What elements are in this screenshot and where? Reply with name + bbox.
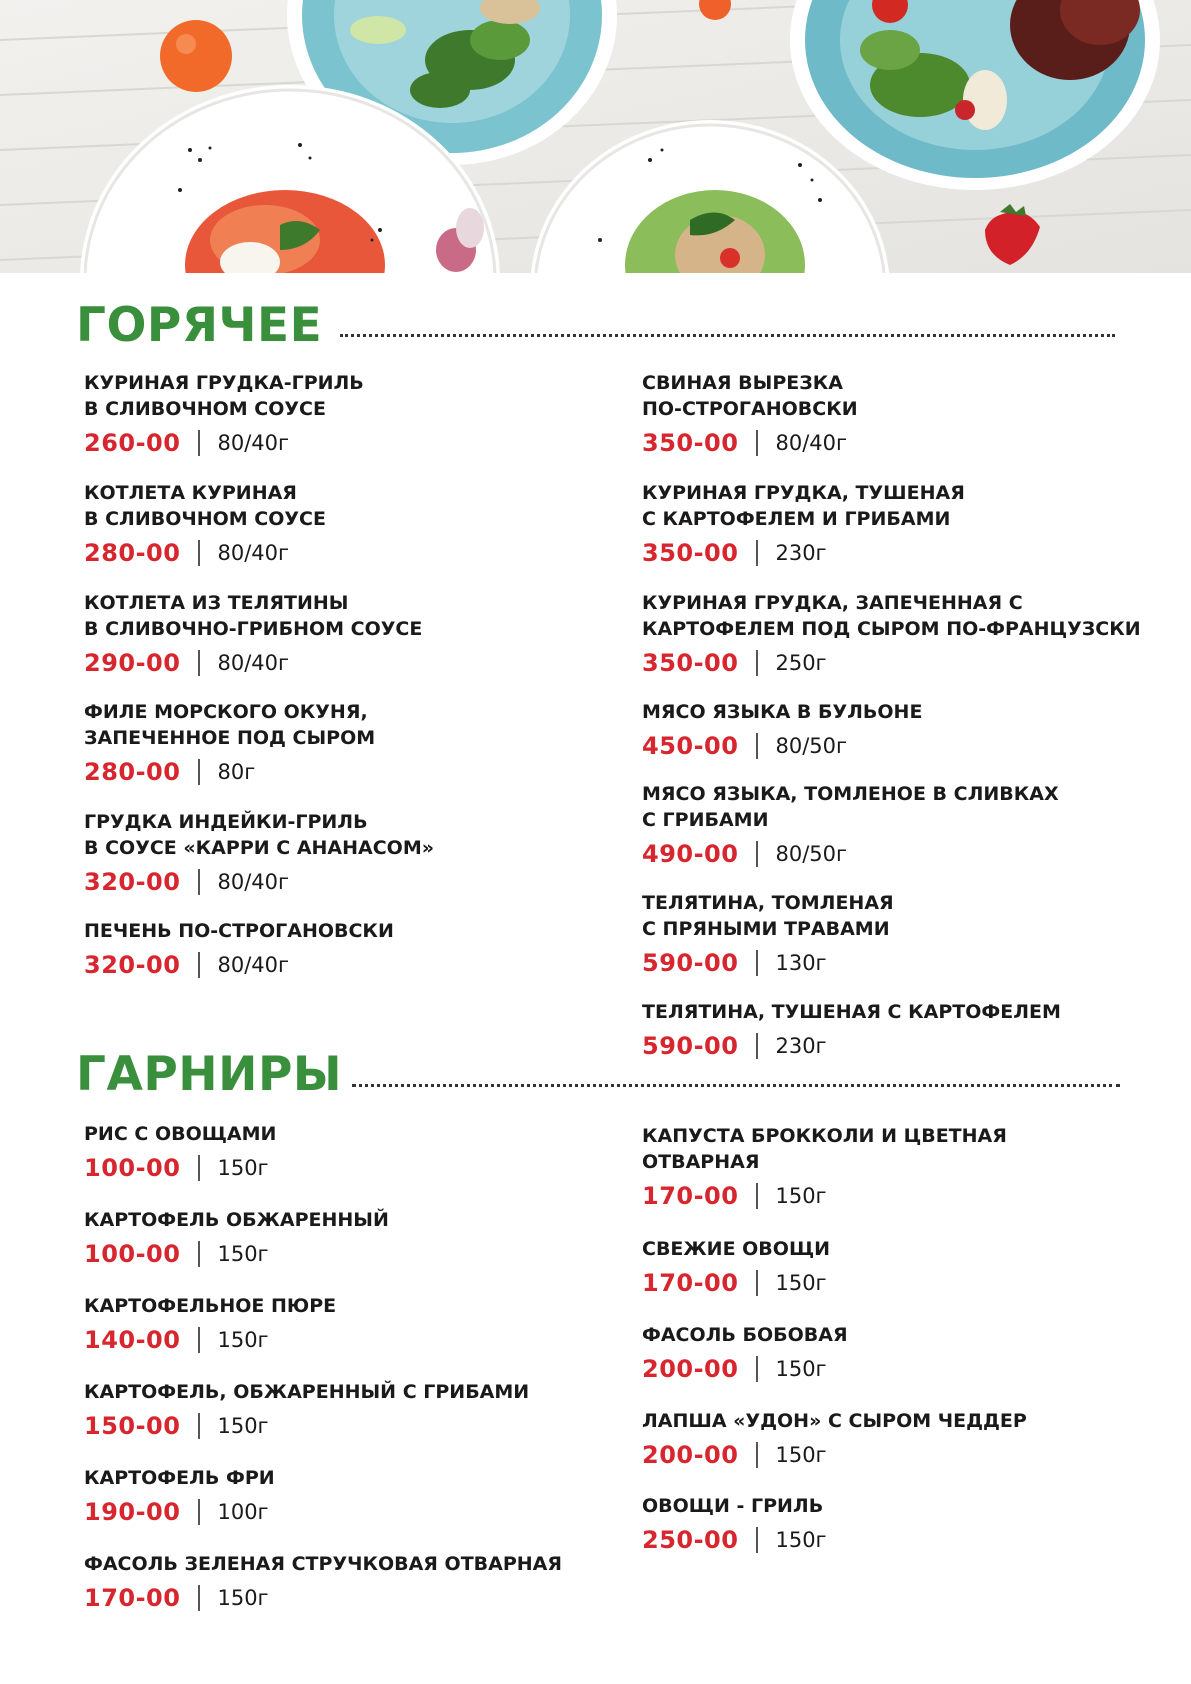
price-weight-separator bbox=[756, 841, 758, 867]
menu-item-weight: 150г bbox=[217, 1586, 269, 1610]
menu-item-name-line: С ПРЯНЫМИ ТРАВАМИ bbox=[642, 918, 890, 940]
menu-item-name bbox=[84, 809, 604, 861]
menu-item-price-row bbox=[84, 757, 604, 787]
price-weight-separator bbox=[198, 759, 200, 785]
menu-item-name-line: КУРИНАЯ ГРУДКА-ГРИЛЬ bbox=[84, 372, 364, 394]
menu-item-price: 280-00 bbox=[84, 758, 181, 786]
menu-item-name-line: ФАСОЛЬ БОБОВАЯ bbox=[642, 1324, 848, 1346]
menu-item-name-line: КОТЛЕТА КУРИНАЯ bbox=[84, 482, 297, 504]
price-weight-separator bbox=[198, 1413, 200, 1439]
menu-item bbox=[84, 809, 604, 897]
price-weight-separator bbox=[756, 1270, 758, 1296]
menu-item-name bbox=[84, 699, 604, 751]
menu-item-price-row bbox=[642, 648, 1162, 678]
menu-item-weight: 230г bbox=[775, 1034, 827, 1058]
menu-item-price: 170-00 bbox=[642, 1182, 739, 1210]
menu-item-price-row bbox=[84, 1411, 604, 1441]
menu-item-name-line: МЯСО ЯЗЫКА В БУЛЬОНЕ bbox=[642, 701, 923, 723]
price-weight-separator bbox=[198, 430, 200, 456]
menu-item-price-row bbox=[642, 1031, 1162, 1061]
price-weight-separator bbox=[198, 1327, 200, 1353]
menu-item-price: 200-00 bbox=[642, 1441, 739, 1469]
menu-item-price-row bbox=[84, 1583, 604, 1613]
menu-item-price-row bbox=[642, 428, 1162, 458]
price-weight-separator bbox=[756, 430, 758, 456]
menu-item bbox=[84, 1121, 604, 1183]
price-weight-separator bbox=[198, 1241, 200, 1267]
menu-item-weight: 150г bbox=[775, 1528, 827, 1552]
menu-item-name bbox=[642, 1322, 1162, 1348]
menu-item-price: 100-00 bbox=[84, 1240, 181, 1268]
menu-item-weight: 250г bbox=[775, 651, 827, 675]
menu-item-name bbox=[84, 480, 604, 532]
price-weight-separator bbox=[756, 733, 758, 759]
price-weight-separator bbox=[198, 869, 200, 895]
menu-item-price-row bbox=[642, 948, 1162, 978]
menu-item-name-line: ГРУДКА ИНДЕЙКИ-ГРИЛЬ bbox=[84, 811, 368, 833]
menu-item-price-row bbox=[84, 1497, 604, 1527]
menu-item bbox=[84, 370, 604, 458]
menu-item bbox=[84, 1293, 604, 1355]
menu-item-weight: 80/40г bbox=[775, 431, 848, 455]
menu-item bbox=[642, 699, 1162, 761]
menu-item-price: 100-00 bbox=[84, 1154, 181, 1182]
menu-item-weight: 150г bbox=[217, 1242, 269, 1266]
menu-item-name-line: КАРТОФЕЛЬНОЕ ПЮРЕ bbox=[84, 1295, 337, 1317]
menu-item bbox=[642, 781, 1162, 869]
menu-item-name bbox=[642, 781, 1162, 833]
menu-item-name bbox=[642, 1236, 1162, 1262]
menu-item-name-line: ФАСОЛЬ ЗЕЛЕНАЯ СТРУЧКОВАЯ ОТВАРНАЯ bbox=[84, 1553, 563, 1575]
menu-item-price: 350-00 bbox=[642, 649, 739, 677]
menu-item-weight: 80/40г bbox=[217, 431, 290, 455]
menu-item-price-row bbox=[642, 538, 1162, 568]
menu-item-price-row bbox=[84, 1239, 604, 1269]
menu-item-price: 320-00 bbox=[84, 868, 181, 896]
menu-item-weight: 150г bbox=[217, 1414, 269, 1438]
menu-item-weight: 80г bbox=[217, 760, 256, 784]
menu-item-name-line: СВЕЖИЕ ОВОЩИ bbox=[642, 1238, 831, 1260]
menu-item bbox=[642, 1408, 1162, 1470]
menu-item-name-line: ОТВАРНАЯ bbox=[642, 1151, 760, 1173]
menu-item bbox=[642, 1322, 1162, 1384]
menu-item bbox=[642, 1493, 1162, 1555]
menu-item-weight: 150г bbox=[775, 1271, 827, 1295]
menu-item bbox=[642, 999, 1162, 1061]
menu-item-price: 250-00 bbox=[642, 1526, 739, 1554]
menu-item-name-line: В СЛИВОЧНОМ СОУСЕ bbox=[84, 398, 326, 420]
section-divider-sides bbox=[352, 1084, 1120, 1087]
menu-item-name bbox=[84, 918, 604, 944]
price-weight-separator bbox=[198, 952, 200, 978]
menu-item-name bbox=[642, 480, 1162, 532]
menu-item bbox=[642, 370, 1162, 458]
menu-item-weight: 150г bbox=[217, 1156, 269, 1180]
menu-item-price: 150-00 bbox=[84, 1412, 181, 1440]
menu-item bbox=[84, 1465, 604, 1527]
menu-item-price-row bbox=[642, 1440, 1162, 1470]
menu-item-price-row bbox=[642, 1268, 1162, 1298]
menu-item-name-line: В СЛИВОЧНО-ГРИБНОМ СОУСЕ bbox=[84, 618, 423, 640]
menu-item-weight: 80/40г bbox=[217, 651, 290, 675]
menu-item-weight: 80/40г bbox=[217, 953, 290, 977]
menu-item-price-row bbox=[84, 648, 604, 678]
menu-item-name-line: С КАРТОФЕЛЕМ И ГРИБАМИ bbox=[642, 508, 951, 530]
menu-item-name bbox=[84, 1379, 604, 1405]
menu-item-name bbox=[642, 370, 1162, 422]
menu-item bbox=[84, 918, 604, 980]
menu-item-name bbox=[642, 890, 1162, 942]
price-weight-separator bbox=[756, 950, 758, 976]
menu-item bbox=[84, 1551, 604, 1613]
menu-item-name bbox=[642, 1123, 1162, 1175]
menu-item-weight: 230г bbox=[775, 541, 827, 565]
menu-item-price-row bbox=[642, 839, 1162, 869]
price-weight-separator bbox=[198, 650, 200, 676]
menu-item-name-line: КУРИНАЯ ГРУДКА, ТУШЕНАЯ bbox=[642, 482, 965, 504]
menu-item-weight: 150г bbox=[775, 1357, 827, 1381]
menu-item-name bbox=[642, 590, 1162, 642]
menu-item-weight: 80/50г bbox=[775, 734, 848, 758]
price-weight-separator bbox=[756, 1356, 758, 1382]
menu-item-name-line: КАПУСТА БРОККОЛИ И ЦВЕТНАЯ bbox=[642, 1125, 1007, 1147]
menu-item-price-row bbox=[642, 1525, 1162, 1555]
menu-item bbox=[642, 480, 1162, 568]
menu-item-price: 350-00 bbox=[642, 429, 739, 457]
menu-item-name-line: С ГРИБАМИ bbox=[642, 809, 769, 831]
price-weight-separator bbox=[756, 540, 758, 566]
menu-item-price: 290-00 bbox=[84, 649, 181, 677]
menu-item-price-row bbox=[84, 1325, 604, 1355]
menu-item bbox=[642, 1123, 1162, 1211]
menu-item-name bbox=[84, 370, 604, 422]
menu-item-name-line: ПЕЧЕНЬ ПО-СТРОГАНОВСКИ bbox=[84, 920, 394, 942]
menu-item-name-line: ФИЛЕ МОРСКОГО ОКУНЯ, bbox=[84, 701, 368, 723]
menu-item-price-row bbox=[642, 1181, 1162, 1211]
menu-item-price: 170-00 bbox=[84, 1584, 181, 1612]
price-weight-separator bbox=[198, 1585, 200, 1611]
menu-item-name-line: В СОУСЕ «КАРРИ С АНАНАСОМ» bbox=[84, 837, 435, 859]
menu-item-name-line: КУРИНАЯ ГРУДКА, ЗАПЕЧЕННАЯ С bbox=[642, 592, 1023, 614]
menu-item-name bbox=[84, 1293, 604, 1319]
menu-item-weight: 150г bbox=[217, 1328, 269, 1352]
menu-item-price: 200-00 bbox=[642, 1355, 739, 1383]
price-weight-separator bbox=[756, 1527, 758, 1553]
menu-item-price: 190-00 bbox=[84, 1498, 181, 1526]
menu-item-name-line: ОВОЩИ - ГРИЛЬ bbox=[642, 1495, 824, 1517]
menu-item-price-row bbox=[84, 1153, 604, 1183]
menu-item-name bbox=[642, 999, 1162, 1025]
menu-item-weight: 150г bbox=[775, 1443, 827, 1467]
menu-item-weight: 130г bbox=[775, 951, 827, 975]
menu-item-weight: 100г bbox=[217, 1500, 269, 1524]
menu-item bbox=[84, 1379, 604, 1441]
menu-item-name-line: ТЕЛЯТИНА, ТОМЛЕНАЯ bbox=[642, 892, 894, 914]
menu-item-price-row bbox=[84, 428, 604, 458]
menu-item bbox=[642, 890, 1162, 978]
price-weight-separator bbox=[756, 650, 758, 676]
menu-item-name-line: КАРТОФЕЛЬ, ОБЖАРЕННЫЙ С ГРИБАМИ bbox=[84, 1381, 530, 1403]
menu-item-price-row bbox=[642, 1354, 1162, 1384]
menu-item-name-line: ПО-СТРОГАНОВСКИ bbox=[642, 398, 858, 420]
menu-item-name-line: КАРТОФЕЛЕМ ПОД СЫРОМ ПО-ФРАНЦУЗСКИ bbox=[642, 618, 1141, 640]
price-weight-separator bbox=[198, 540, 200, 566]
menu-item-name bbox=[84, 1465, 604, 1491]
menu-item-name-line: ЗАПЕЧЕННОЕ ПОД СЫРОМ bbox=[84, 727, 376, 749]
menu-item-weight: 80/40г bbox=[217, 541, 290, 565]
menu-item-price: 590-00 bbox=[642, 1032, 739, 1060]
menu-item-name bbox=[84, 1121, 604, 1147]
menu-item-price: 490-00 bbox=[642, 840, 739, 868]
section-title-sides: ГАРНИРЫ bbox=[76, 1047, 343, 1102]
menu-item-price: 260-00 bbox=[84, 429, 181, 457]
menu-item-weight: 80/50г bbox=[775, 842, 848, 866]
section-title-hot: ГОРЯЧЕЕ bbox=[76, 298, 323, 353]
menu-item-price: 320-00 bbox=[84, 951, 181, 979]
menu-item-name-line: КАРТОФЕЛЬ ФРИ bbox=[84, 1467, 275, 1489]
price-weight-separator bbox=[198, 1499, 200, 1525]
menu-item-name-line: В СЛИВОЧНОМ СОУСЕ bbox=[84, 508, 326, 530]
menu-item-price-row bbox=[84, 538, 604, 568]
menu-item-price-row bbox=[84, 867, 604, 897]
menu-item-name-line: СВИНАЯ ВЫРЕЗКА bbox=[642, 372, 843, 394]
menu-item-price: 450-00 bbox=[642, 732, 739, 760]
menu-item bbox=[84, 699, 604, 787]
menu-item-name bbox=[642, 1493, 1162, 1519]
price-weight-separator bbox=[756, 1033, 758, 1059]
price-weight-separator bbox=[756, 1183, 758, 1209]
menu-item bbox=[642, 1236, 1162, 1298]
menu-item-name bbox=[84, 590, 604, 642]
menu-item-name-line: МЯСО ЯЗЫКА, ТОМЛЕНОЕ В СЛИВКАХ bbox=[642, 783, 1059, 805]
menu-item-weight: 80/40г bbox=[217, 870, 290, 894]
menu-item-price-row bbox=[84, 950, 604, 980]
menu-item-name-line: ТЕЛЯТИНА, ТУШЕНАЯ С КАРТОФЕЛЕМ bbox=[642, 1001, 1061, 1023]
menu-item-name-line: КОТЛЕТА ИЗ ТЕЛЯТИНЫ bbox=[84, 592, 349, 614]
menu-item-price: 280-00 bbox=[84, 539, 181, 567]
menu-item-price: 350-00 bbox=[642, 539, 739, 567]
menu-item bbox=[84, 1207, 604, 1269]
menu-item-price-row bbox=[642, 731, 1162, 761]
price-weight-separator bbox=[198, 1155, 200, 1181]
menu-item-name bbox=[642, 1408, 1162, 1434]
menu-item bbox=[84, 480, 604, 568]
menu-item bbox=[642, 590, 1162, 678]
menu-item-name-line: КАРТОФЕЛЬ ОБЖАРЕННЫЙ bbox=[84, 1209, 389, 1231]
menu-item-name-line: РИС С ОВОЩАМИ bbox=[84, 1123, 277, 1145]
menu-item bbox=[84, 590, 604, 678]
menu-item-price: 140-00 bbox=[84, 1326, 181, 1354]
menu-item-name bbox=[642, 699, 1162, 725]
menu-item-name-line: ЛАПША «УДОН» С СЫРОМ ЧЕДДЕР bbox=[642, 1410, 1027, 1432]
menu-item-weight: 150г bbox=[775, 1184, 827, 1208]
menu-item-price: 170-00 bbox=[642, 1269, 739, 1297]
price-weight-separator bbox=[756, 1442, 758, 1468]
menu-item-price: 590-00 bbox=[642, 949, 739, 977]
hero-food-photo bbox=[0, 0, 1191, 273]
menu-item-name bbox=[84, 1551, 604, 1577]
section-divider-hot bbox=[340, 334, 1115, 337]
menu-item-name bbox=[84, 1207, 604, 1233]
